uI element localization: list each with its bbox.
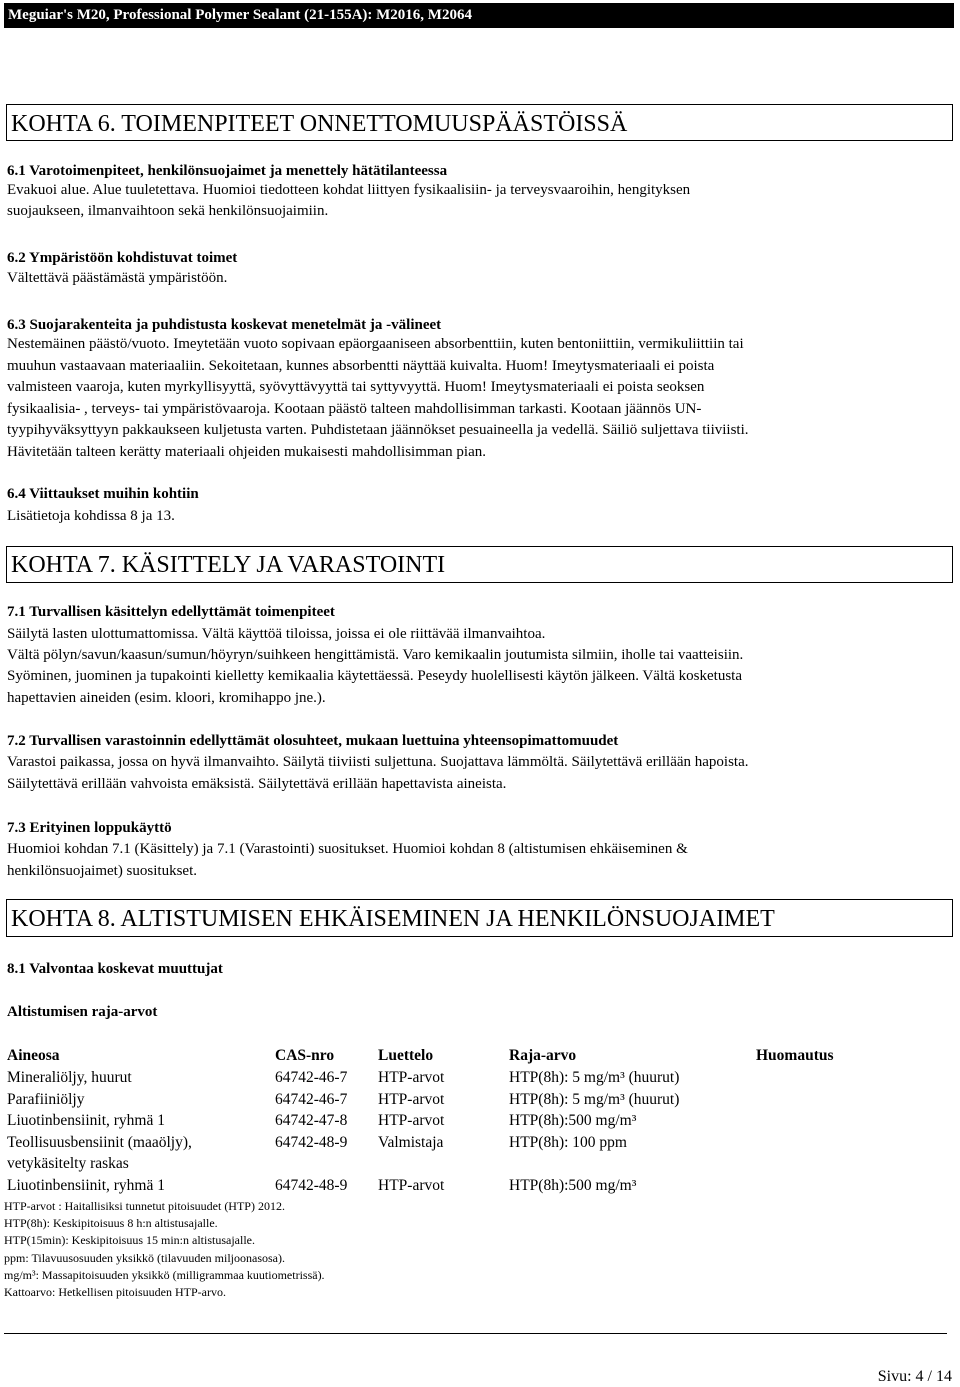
footer-divider (4, 1333, 947, 1334)
cell-limit: HTP(8h): 5 mg/m³ (huurut) (509, 1069, 680, 1086)
para-7-3-line-1: Huomioi kohdan 7.1 (Käsittely) ja 7.1 (Varastointi) suositukset. Huomioi kohdan 8 (altistumisen ehkäiseminen & (7, 841, 688, 857)
cell-limit: HTP(8h):500 mg/m³ (509, 1112, 637, 1129)
cell-list: HTP-arvot (378, 1176, 445, 1194)
col-header-cas: CAS-nro (275, 1047, 335, 1064)
col-header-ingredient: Aineosa (7, 1047, 60, 1064)
cell-ingredient: Liuotinbensiinit, ryhmä 1 (7, 1176, 165, 1194)
heading-6-2: 6.2 Ympäristöön kohdistuvat toimet (7, 250, 238, 266)
footnote: HTP(15min): Keskipitoisuus 15 min:n altistusajalle. (4, 1233, 255, 1247)
section-6-title: KOHTA 6. TOIMENPITEET ONNETTOMUUSPÄÄSTÖISSÄ (6, 104, 953, 141)
cell-ingredient: vetykäsitelty raskas (7, 1155, 129, 1172)
footnote: HTP-arvot : Haitallisiksi tunnetut pitoisuudet (HTP) 2012. (4, 1199, 285, 1213)
cell-list: HTP-arvot (378, 1069, 445, 1086)
heading-7-3: 7.3 Erityinen loppukäyttö (7, 820, 172, 836)
footnote: mg/m³: Massapitoisuuden yksikkö (milligrammaa kuutiometrissä). (4, 1268, 325, 1282)
para-6-3-line-3: valmisteen vaaroja, kuten myrkyllisyyttä, syövyttävyyttä tai syttyvyyttä. Huom! Imeytysmateriaali ei poista seoksen (7, 379, 705, 395)
heading-7-1: 7.1 Turvallisen käsittelyn edellyttämät toimenpiteet (7, 604, 335, 620)
document-header: Meguiar's M20, Professional Polymer Sealant (21-155A): M2016, M2064 (4, 3, 954, 28)
cell-limit: HTP(8h): 5 mg/m³ (huurut) (509, 1090, 680, 1108)
footnote: Kattoarvo: Hetkellisen pitoisuuden HTP-arvo. (4, 1285, 226, 1299)
para-6-1-line-1: Evakuoi alue. Alue tuuletettava. Huomioi tiedotteen kohdat liittyen fysikaalisiin- ja terveysvaaroihin, hengityksen (7, 182, 691, 198)
heading-exposure-limits: Altistumisen raja-arvot (7, 1004, 158, 1020)
col-header-limit: Raja-arvo (509, 1047, 577, 1064)
para-6-1-line-2: suojaukseen, ilmanvaihtoon sekä henkilönsuojaimiin. (7, 203, 329, 219)
para-7-2-line-1: Varastoi paikassa, jossa on hyvä ilmanvaihto. Säilytä tiiviisti suljettuna. Suojattava lämmöltä. Säilytettävä erillään hapoista. (7, 754, 749, 770)
page-number: Sivu: 4 / 14 (877, 1368, 952, 1385)
cell-limit: HTP(8h):500 mg/m³ (509, 1176, 637, 1194)
cell-limit: HTP(8h): 100 ppm (509, 1133, 627, 1151)
cell-cas: 64742-46-7 (275, 1090, 348, 1108)
cell-cas: 64742-48-9 (275, 1176, 348, 1194)
heading-6-4: 6.4 Viittaukset muihin kohtiin (7, 486, 199, 502)
para-7-2-line-2: Säilytettävä erillään vahvoista emäksistä. Säilytettävä erillään hapettavista aineista. (7, 776, 507, 792)
cell-list: HTP-arvot (378, 1112, 445, 1129)
para-7-1-line-4: hapettavien aineiden (esim. kloori, kromihappo jne.). (7, 690, 326, 706)
para-6-3-line-5: tyypihyväksyttyyn pakkaukseen kuljetusta varten. Puhdistetaan jäännökset pesuaineella ja vedellä. Säiliö suljettava tiiviisti. (7, 422, 749, 438)
cell-ingredient: Mineraliöljy, huurut (7, 1069, 132, 1086)
footnote: ppm: Tilavuusosuuden yksikkö (tilavuuden miljoonasosa). (4, 1251, 285, 1265)
cell-ingredient: Liuotinbensiinit, ryhmä 1 (7, 1112, 165, 1129)
para-7-1-line-1: Säilytä lasten ulottumattomissa. Vältä käyttöä tiloissa, joissa ei ole riittävää ilmanvaihtoa. (7, 626, 546, 642)
cell-cas: 64742-47-8 (275, 1112, 348, 1129)
para-7-1-line-2: Vältä pölyn/savun/kaasun/sumun/höyryn/suihkeen hengittämistä. Varo kemikaalin joutumista silmiin, iholle tai vaatteisiin. (7, 647, 744, 663)
heading-7-2: 7.2 Turvallisen varastoinnin edellyttämät olosuhteet, mukaan luettuina yhteensopimattomuudet (7, 733, 619, 749)
section-8-title: KOHTA 8. ALTISTUMISEN EHKÄISEMINEN JA HENKILÖNSUOJAIMET (6, 899, 953, 937)
heading-6-3: 6.3 Suojarakenteita ja puhdistusta koskevat menetelmät ja -välineet (7, 317, 442, 333)
heading-6-1: 6.1 Varotoimenpiteet, henkilönsuojaimet ja menettely hätätilanteessa (7, 163, 448, 179)
col-header-list: Luettelo (378, 1047, 434, 1064)
para-6-3-line-2: muuhun vastaavaan materiaaliin. Sekoitetaan, kunnes absorbentti näyttää kuivalta. Huom! Imeytysmateriaali ei poista (7, 358, 715, 374)
para-6-4: Lisätietoja kohdissa 8 ja 13. (7, 508, 175, 524)
cell-cas: 64742-46-7 (275, 1069, 348, 1086)
para-7-3-line-2: henkilönsuojaimet) suositukset. (7, 863, 197, 879)
section-7-title: KOHTA 7. KÄSITTELY JA VARASTOINTI (6, 546, 953, 583)
cell-cas: 64742-48-9 (275, 1133, 348, 1151)
footnote: HTP(8h): Keskipitoisuus 8 h:n altistusajalle. (4, 1216, 218, 1230)
para-6-3-line-6: Hävitetään talteen kerätty materiaali ohjeiden mukaisesti mahdollisimman pian. (7, 444, 487, 460)
col-header-notes: Huomautus (756, 1047, 834, 1064)
para-6-3-line-1: Nestemäinen päästö/vuoto. Imeytetään vuoto sopivaan epäorgaaniseen absorbenttiin, kuten bentoniittiin, vermikuliittiin tai (7, 336, 744, 352)
para-7-1-line-3: Syöminen, juominen ja tupakointi kielletty kemikaalia käytettäessä. Peseydy huolellisesti käytön jälkeen. Vältä kosketusta (7, 668, 742, 684)
para-6-3-line-4: fysikaalisia- , terveys- tai ympäristövaaroja. Kootaan päästö talteen mahdollisimman tarkasti. Kootaan jäännös UN- (7, 401, 702, 417)
cell-list: HTP-arvot (378, 1090, 445, 1108)
heading-8-1: 8.1 Valvontaa koskevat muuttujat (7, 961, 223, 977)
cell-list: Valmistaja (378, 1133, 444, 1151)
cell-ingredient: Teollisuusbensiinit (maaöljy), (7, 1133, 192, 1151)
cell-ingredient: Parafiiniöljy (7, 1090, 85, 1108)
para-6-2: Vältettävä päästämästä ympäristöön. (7, 270, 228, 286)
